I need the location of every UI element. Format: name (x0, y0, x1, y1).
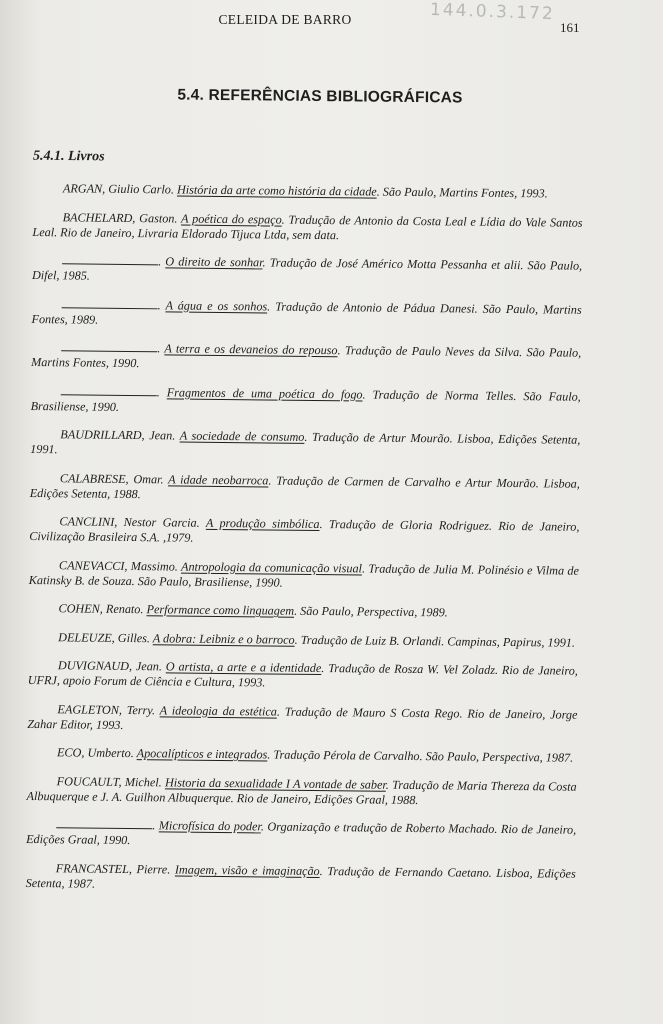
reference-entry (30, 427, 580, 463)
reference-author: COHEN, Renato. (58, 601, 147, 617)
reference-entry: . Fragmentos de uma poética do fogo. Tradução de Norma Telles. São Faulo, Brasiliense, 1990. (30, 384, 581, 414)
reference-entry: . A terra e os devaneios do repouso. Tradução de Paulo Neves da Silva. São Paulo, Martins Fontes, 1990. (31, 341, 582, 371)
reference-title: Apocalípticos e integrados (136, 746, 268, 762)
reference-entry (27, 701, 577, 737)
reference-title: A terra e os devaneios do repouso (164, 341, 338, 358)
reference-title: Fragmentos de uma poética do fogo (166, 384, 363, 401)
reference-title: A idade neobarroca (168, 471, 269, 487)
reference-entry (28, 601, 578, 622)
same-author-dash (61, 384, 157, 396)
reference-entry: . A água e os sonhos. Tradução de Antonio de Pádua Danesi. São Paulo, Martins Fontes, 1989. (31, 297, 582, 327)
reference-title: O direito de sonhar (165, 254, 263, 270)
reference-title: A água e os sonhos (165, 297, 268, 313)
reference-author: CALABRESE, Omar. (59, 470, 169, 486)
reference-title: O artista, a arte e a identidade (165, 659, 322, 676)
reference-title: Performance como linguagem (146, 602, 295, 618)
reference-author: BAUDRILLARD, Jean. (60, 427, 180, 443)
reference-entry: . O direito de sonhar. Tradução de José Américo Motta Pessanha et alii. São Paulo, Difel, 1985. (31, 254, 583, 283)
reference-title: A ideologia da estética (159, 702, 277, 719)
reference-author: CANEVACCI, Massimo. (58, 557, 182, 574)
reference-details: . Tradução de Norma Telles. São Faulo, Brasiliense, 1990. (30, 386, 581, 414)
reference-details: . Tradução de Artur Mourão. Lisboa, Edições Setenta, 1991. (30, 429, 581, 457)
reference-author: CANCLINI, Nestor Garcia. (59, 514, 206, 530)
reference-title: A sociedade de consumo (179, 428, 305, 444)
reference-details: . Tradução de Maria Thereza da Costa Albuquerque e J. A. Guilhon Albuquerque. Rio de Janeiro, Edições Graal, 1988. (26, 777, 577, 807)
page-number: 161 (560, 20, 580, 35)
reference-entry (29, 557, 579, 593)
reference-author: BACHELARD, Gaston. (62, 209, 182, 226)
reference-title: História da arte como história da cidade (176, 182, 377, 199)
reference-author: DELEUZE, Gilles. (58, 629, 153, 645)
reference-entry (28, 658, 578, 694)
same-author-dash (62, 253, 158, 265)
running-head: CELEIDA DE BARRO (218, 12, 352, 27)
reference-details: . Organização e tradução de Roberto Machado. Rio de Janeiro, Edições Graal, 1990. (26, 819, 577, 848)
reference-details: . Tradução de Mauro S Costa Rego. Rio de Janeiro, Jorge Zahar Editor, 1993. (27, 704, 578, 732)
reference-details: . Tradução de Carmen de Carvalho e Artur Mourão. Lisboa, Edições Setenta, 1988. (29, 472, 580, 501)
reference-details: . Tradução de Antonio da Costa Leal e Lídia do Vale Santos Leal. Rio de Janeiro, Livraria Eldorado Tijuca Ltda, sem data. (32, 212, 583, 242)
reference-details: . Tradução de Fernando Caetano. Lisboa, Edições Setenta, 1987. (25, 863, 576, 891)
reference-entry (29, 514, 579, 550)
reference-entry: . Microfísica do poder. Organização e tradução de Roberto Machado. Rio de Janeiro, Edições Graal, 1990. (26, 818, 577, 848)
reference-author: ECO, Umberto. (56, 745, 137, 761)
reference-details: . Tradução de Paulo Neves da Silva. São Paulo, Martins Fontes, 1990. (31, 343, 582, 371)
reference-title: Historia da sexualidade I A vontade de saber (164, 774, 386, 792)
reference-entry (30, 470, 580, 506)
reference-details: . São Paulo, Martins Fontes, 1993. (376, 184, 548, 201)
reference-details: . Tradução de Julia M. Polinésio e Vilma de Katinsky B. de Souza. São Paulo, Brasiliense, 1990. (28, 560, 580, 590)
reference-author: ARGAN, Giulio Carlo. (62, 181, 178, 197)
subsection-title: 5.4.1. Livros (32, 148, 105, 165)
reference-author: DUVIGNAUD, Jean. (57, 658, 166, 674)
reference-title: A dobra: Leibniz e o barroco (152, 630, 295, 647)
reference-details: . Tradução de Rosza W. Vel Zoladz. Rio de Janeiro, UFRJ, apoio Forum de Ciência e Cultura, 1993. (27, 661, 578, 690)
same-author-dash (56, 817, 152, 829)
reference-title: A produção simbólica (205, 515, 320, 532)
section-title: 5.4. REFERÊNCIAS BIBLIOGRÁFICAS (177, 86, 463, 107)
same-author-dash (62, 297, 158, 309)
reference-author: FOUCAULT, Michel. (56, 773, 166, 789)
reference-entry (28, 629, 578, 650)
reference-entry (32, 209, 582, 245)
pencil-annotation: 144.0.3.172 (429, 0, 556, 25)
reference-author: FRANCASTEL, Pierre. (55, 860, 175, 877)
reference-entry (27, 745, 577, 766)
reference-author: EAGLETON, Terry. (57, 701, 160, 717)
reference-details: . Tradução Pérola de Carvalho. São Paulo, Perspectiva, 1987. (267, 747, 574, 765)
reference-details: . São Paulo, Perspectiva, 1989. (294, 603, 448, 620)
reference-details: . Tradução de Antonio de Pádua Danesi. São Paulo, Martins Fontes, 1989. (31, 298, 582, 327)
reference-entry (26, 860, 576, 896)
reference-entry (33, 181, 583, 202)
reference-details: . Tradução de Gloria Rodriguez. Rio de Janeiro, Civilização Brasileira S.A. ,1979. (29, 517, 580, 545)
reference-title: Antropologia da comunicação visual (180, 559, 363, 575)
reference-list (25, 181, 583, 910)
reference-entry (26, 773, 576, 809)
same-author-dash (61, 340, 157, 352)
reference-title: Imagem, visão e imaginação (174, 862, 320, 878)
reference-title: A poética do espaço (181, 211, 282, 227)
reference-title: Microfísica do poder (158, 818, 261, 834)
reference-details: . Tradução de Luiz B. Orlandi. Campinas, Papirus, 1991. (294, 632, 576, 650)
reference-details: . Tradução de José Américo Motta Pessanha et alii. São Paulo, Difel, 1985. (31, 255, 583, 283)
